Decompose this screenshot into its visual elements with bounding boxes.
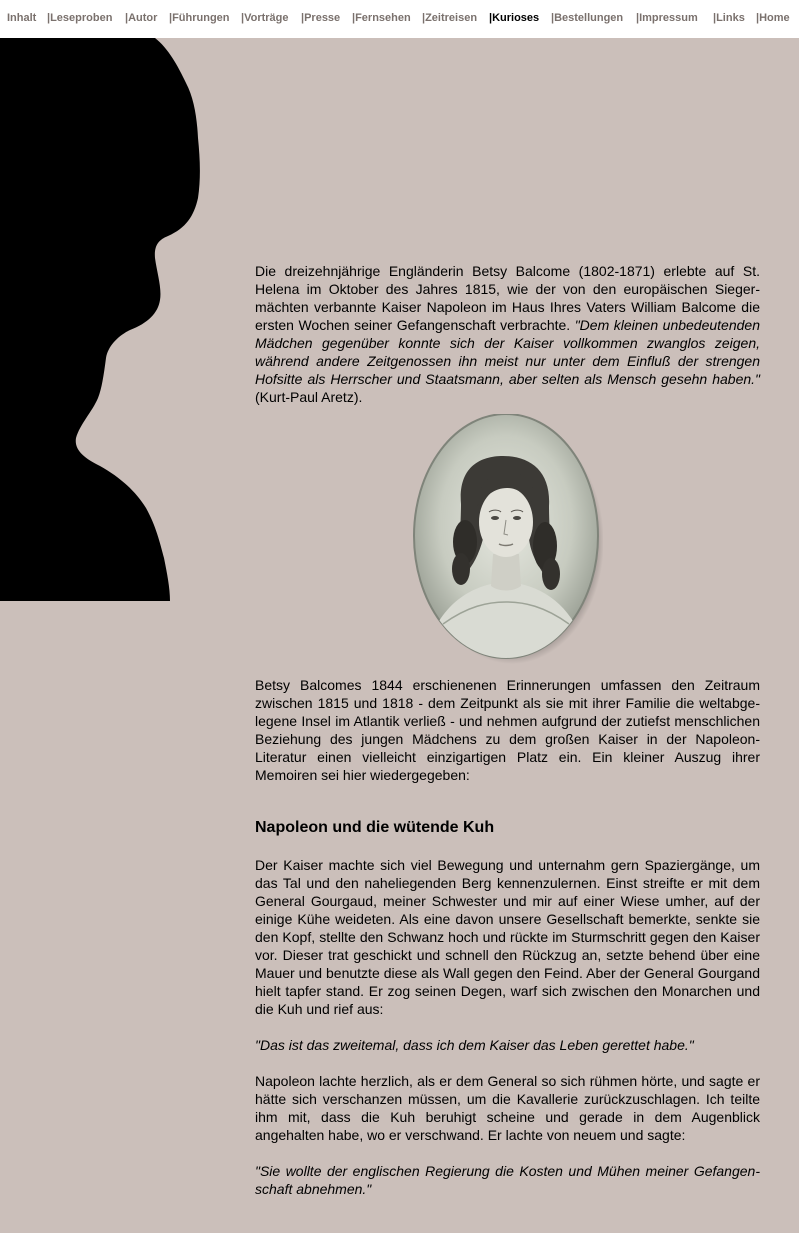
intro-quote: "Dem kleinen unbedeutenden Mädchen gegenüber konnte sich der Kaiser vollkommen zwanglos zeigen, während andere Zeitgenossen ihn meist nur unter dem Einfluß der strengen Hofsitte als Herrscher und Staatsmann, aber selten als Mensch gesehn haben." bbox=[255, 317, 760, 387]
nav-link-leseproben[interactable]: |Leseproben bbox=[47, 12, 113, 24]
nav-link-fuehrungen[interactable]: |Führungen bbox=[169, 12, 230, 24]
nav-link-autor[interactable]: |Autor bbox=[125, 12, 158, 24]
story-quote-2 bbox=[255, 1162, 760, 1198]
napoleon-silhouette-image bbox=[0, 38, 210, 601]
story-text-1: Der Kaiser machte sich viel Bewegung und unternahm gern Spaziergänge, um das Tal und den naheliegenden Berg kennenzulernen. Einst streifte er mit dem General Gourgaud, meiner Schwester und mir auf einer Wiese umher, auf der einige Kühe weideten. Als eine davon unsere Gesellschaft bemerkte, senkte sie den Kopf, stellte den Schwanz hoch und rückte im Sturmschritt gegen den Kaiser vor. Dieser trat geschickt und schnell den Rückzug an, setzte behend über eine Mauer und benutzte diese als Wall gegen den Feind. Aber der General Gourgand hielt tapfer stand. Er zog seinen Degen, warf sich zwischen den Monarchen und die Kuh und rief aus: bbox=[255, 857, 760, 1017]
intro-paragraph bbox=[255, 262, 760, 406]
nav-link-kurioses[interactable]: |Kurioses bbox=[489, 12, 540, 24]
betsy-balcome-portrait-image bbox=[413, 414, 603, 664]
story-quote-1-text: "Das ist das zweitemal, dass ich dem Kaiser das Leben gerettet habe." bbox=[255, 1037, 694, 1053]
nav-link-inhalt[interactable]: Inhalt bbox=[7, 12, 37, 24]
nav-link-fernsehen[interactable]: |Fernsehen bbox=[352, 12, 411, 24]
nav-link-bestellungen[interactable]: |Bestellungen bbox=[551, 12, 624, 24]
nav-link-home[interactable]: |Home bbox=[756, 12, 790, 24]
memoir-paragraph bbox=[255, 676, 760, 784]
nav-link-impressum[interactable]: |Impressum bbox=[636, 12, 698, 24]
story-text-2: Napoleon lachte herzlich, als er dem General so sich rühmen hörte, und sagte er hätte sich verschanzen müssen, um die Kavallerie zurückzuschlagen. Ich teilte ihm mit, dass die Kuh beruhigt scheine und gerade in dem Augenblick angehalten habe, wo er verschwand. Er lachte von neuem und sagte: bbox=[255, 1073, 760, 1143]
nav-link-links[interactable]: |Links bbox=[713, 12, 745, 24]
nav-link-zeitreisen[interactable]: |Zeitreisen bbox=[422, 12, 478, 24]
story-paragraph-2 bbox=[255, 1072, 760, 1144]
story-quote-1 bbox=[255, 1036, 760, 1054]
intro-text: Die dreizehnjährige Engländerin Betsy Balcome (1802-1871) erlebte auf St. Helena im Oktober des Jahres 1815, wie der von den europäischen Siegermächten verbannte Kaiser Napoleon im Haus Ihres Vaters William Balcome die ersten Wochen seiner Gefangenschaft verbrachte. bbox=[255, 263, 760, 333]
story-paragraph-1 bbox=[255, 856, 760, 1018]
nav-link-vortraege[interactable]: |Vorträge bbox=[241, 12, 289, 24]
top-navigation bbox=[0, 0, 799, 38]
nav-link-presse[interactable]: |Presse bbox=[301, 12, 341, 24]
story-heading: Napoleon und die wütende Kuh bbox=[255, 819, 495, 836]
story-quote-2-text: "Sie wollte der englischen Regierung die Kosten und Mühen meiner Gefangenschaft abnehmen." bbox=[255, 1163, 760, 1197]
intro-attribution: (Kurt-Paul Aretz). bbox=[255, 389, 363, 405]
memoir-text: Betsy Balcomes 1844 erschienenen Erinnerungen umfassen den Zeitraum zwischen 1815 und 1818 - dem Zeitpunkt als sie mit ihrer Familie die weltabgelegene Insel im Atlantik verließ - und nehmen aufgrund der zutiefst menschlichen Beziehung des jungen Mädchens zu dem großen Kaiser in der Napoleon-Literatur einen vielleicht einzigartigen Platz ein. Ein kleiner Auszug ihrer Memoiren sei hier wiedergegeben: bbox=[255, 677, 760, 783]
